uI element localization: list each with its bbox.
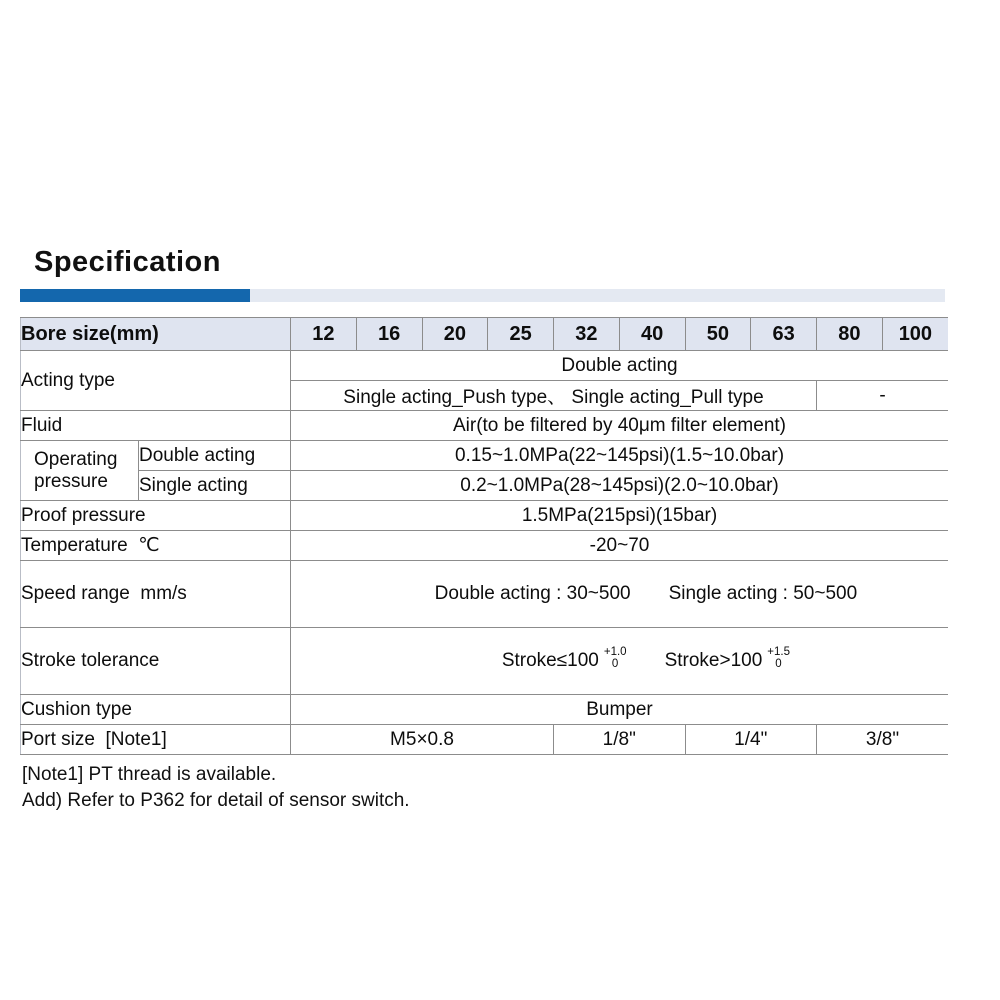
spec-row-acting-type-double <box>21 351 949 381</box>
speed-range-value <box>291 561 949 628</box>
port-size-m5: M5×0.8 <box>291 725 554 755</box>
operating-pressure-label: Operating pressure <box>21 441 139 501</box>
speed-range-double: Double acting : 30~500 <box>434 583 631 604</box>
operating-pressure-double-value: 0.15~1.0MPa(22~145psi)(1.5~10.0bar) <box>291 441 949 471</box>
stroke-tolerance-gt100: Stroke>100 <box>664 650 763 671</box>
spec-row-temperature <box>21 531 949 561</box>
tolerance-lower: 0 <box>775 657 782 670</box>
proof-pressure-label: Proof pressure <box>21 501 291 531</box>
title-underline-light <box>250 289 945 302</box>
footnotes <box>22 762 948 814</box>
spec-row-stroke-tolerance <box>21 628 949 695</box>
spec-row-cushion-type <box>21 695 949 725</box>
bore-col-25: 25 <box>488 318 554 351</box>
temperature-label: Temperature ℃ <box>21 531 291 561</box>
bore-col-40: 40 <box>619 318 685 351</box>
bore-col-100: 100 <box>882 318 948 351</box>
stroke-tolerance-le100-tolerance <box>604 646 627 670</box>
operating-pressure-double-sublabel: Double acting <box>139 441 291 471</box>
spec-row-operating-pressure-double <box>21 441 949 471</box>
cushion-type-label: Cushion type <box>21 695 291 725</box>
bore-col-32: 32 <box>554 318 620 351</box>
bore-col-16: 16 <box>356 318 422 351</box>
port-size-3-8: 3/8" <box>817 725 949 755</box>
footnote-add: Add) Refer to P362 for detail of sensor switch. <box>22 790 410 811</box>
spec-table <box>20 317 948 755</box>
title-underline-bar <box>20 289 945 302</box>
spec-page <box>20 246 948 814</box>
spec-row-port-size <box>21 725 949 755</box>
bore-col-80: 80 <box>817 318 883 351</box>
stroke-tolerance-gt100-tolerance <box>767 646 790 670</box>
acting-type-label: Acting type <box>21 351 291 411</box>
page-title: Specification <box>34 246 221 278</box>
spec-row-speed-range <box>21 561 949 628</box>
title-underline-accent <box>20 289 250 302</box>
acting-type-single-na: - <box>817 381 949 411</box>
port-size-label: Port size [Note1] <box>21 725 291 755</box>
spec-row-operating-pressure-single <box>21 471 949 501</box>
fluid-label: Fluid <box>21 411 291 441</box>
port-size-1-8: 1/8" <box>554 725 686 755</box>
tolerance-upper: +1.5 <box>767 645 790 658</box>
cushion-type-value: Bumper <box>291 695 949 725</box>
acting-type-double-value: Double acting <box>291 351 949 381</box>
spec-row-proof-pressure <box>21 501 949 531</box>
acting-type-single-value: Single acting_Push type、 Single acting_Pull type <box>291 381 817 411</box>
tolerance-upper: +1.0 <box>603 645 627 658</box>
spec-row-fluid <box>21 411 949 441</box>
operating-pressure-single-sublabel: Single acting <box>139 471 291 501</box>
port-size-1-4: 1/4" <box>685 725 817 755</box>
operating-pressure-single-value: 0.2~1.0MPa(28~145psi)(2.0~10.0bar) <box>291 471 949 501</box>
bore-col-63: 63 <box>751 318 817 351</box>
speed-range-single: Single acting : 50~500 <box>668 583 858 604</box>
temperature-value: -20~70 <box>291 531 949 561</box>
stroke-tolerance-label: Stroke tolerance <box>21 628 291 695</box>
stroke-tolerance-value <box>291 628 949 695</box>
bore-col-50: 50 <box>685 318 751 351</box>
proof-pressure-value: 1.5MPa(215psi)(15bar) <box>291 501 949 531</box>
bore-size-header-label: Bore size(mm) <box>21 318 291 351</box>
fluid-value: Air(to be filtered by 40μm filter element) <box>291 411 949 441</box>
bore-col-12: 12 <box>291 318 357 351</box>
tolerance-lower: 0 <box>611 657 619 670</box>
bore-col-20: 20 <box>422 318 488 351</box>
footnote-note1: [Note1] PT thread is available. <box>22 764 277 785</box>
bore-size-header-row <box>21 318 949 351</box>
stroke-tolerance-le100: Stroke≤100 <box>501 650 599 671</box>
speed-range-label: Speed range mm/s <box>21 561 291 628</box>
